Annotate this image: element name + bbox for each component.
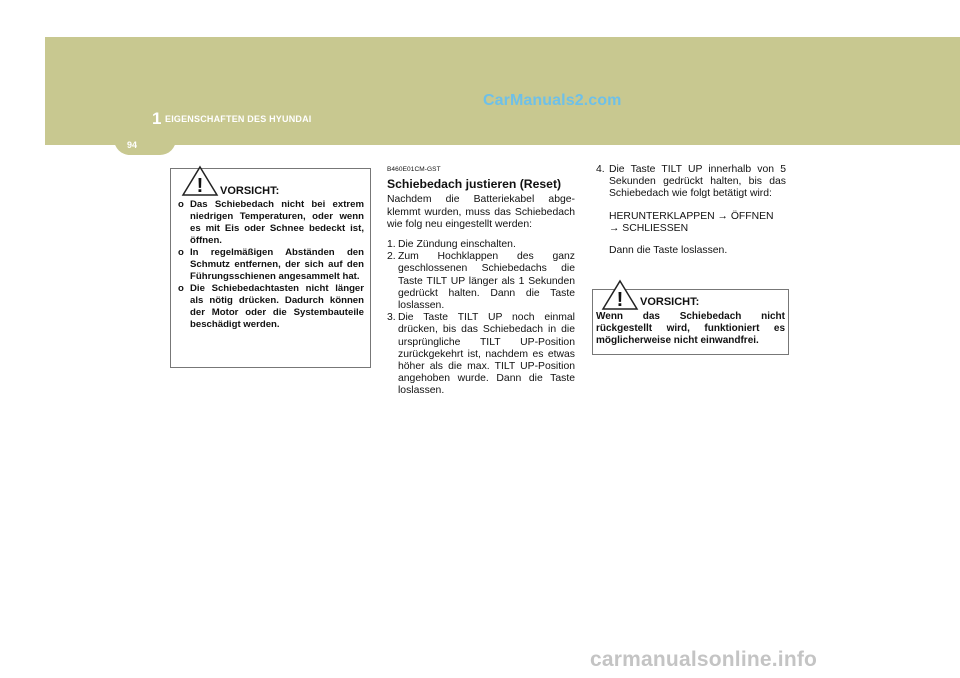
- svg-text:!: !: [196, 175, 204, 197]
- chapter-number: 1: [152, 109, 162, 128]
- step-item: 3. Die Taste TILT UP noch einmal drücken, bis das Schiebedach in die ursprüngliche TILT UP-Position zurückgekehrt ist, nachdem es etwas höher als die max. TILT UP-Position angehoben wurde. Dann die Taste loslassen.: [387, 312, 575, 397]
- warning-triangle-icon: [601, 279, 639, 311]
- right-column: [596, 164, 786, 257]
- step-item: 4. Die Taste TILT UP innerhalb von 5 Sekunden gedrückt halten, bis das Schiebedach wie folgt betätigt wird:: [596, 164, 786, 200]
- operation-sequence: HERUNTERKLAPPEN → ÖFFNEN → SCHLIESSEN: [609, 210, 774, 234]
- bullet-marker: o: [178, 247, 184, 258]
- intro-paragraph: Nachdem die Batteriekabel abge- klemmt wurden, muss das Schiebedach wie folg neu eingestellt werden:: [387, 194, 575, 230]
- caution-text-right: Wenn das Schiebedach nicht rückgestellt wird, funktioniert es möglicherweise nicht einwandfrei.: [596, 311, 785, 347]
- step-item: 2. Zum Hochklappen des ganz geschlossenen Schiebedachs die Taste TILT UP länger als 1 Sekunden gedrückt halten. Dann die Taste loslassen.: [387, 251, 575, 312]
- caution-title-right: VORSICHT:: [640, 296, 700, 308]
- section-code: B460E01CM-GST: [387, 166, 441, 173]
- header-band: [45, 37, 960, 145]
- list-item: o Das Schiebedach nicht bei extrem niedrigen Temperaturen, oder wenn es mit Eis oder Schnee bedeckt ist, öffnen.: [178, 199, 364, 246]
- caution-box-right: [592, 289, 789, 355]
- bottom-watermark[interactable]: carmanualsonline.info: [590, 648, 818, 671]
- bullet-marker: o: [178, 199, 184, 210]
- release-instruction: Dann die Taste loslassen.: [609, 245, 728, 257]
- steps-list-continued: [596, 164, 786, 201]
- middle-column: [387, 164, 575, 398]
- list-item: o Die Schiebedachtasten nicht länger als nötig drücken. Dadurch können der Motor oder die Systembauteile beschädigt werden.: [178, 283, 364, 330]
- page-number: 94: [127, 140, 138, 150]
- step-item: 1. Die Zündung einschalten.: [387, 239, 516, 251]
- caution-title-left: VORSICHT:: [220, 185, 280, 197]
- top-watermark[interactable]: CarManuals2.com: [483, 92, 622, 109]
- section-heading: Schiebedach justieren (Reset): [387, 177, 562, 192]
- warning-triangle-icon: [181, 165, 219, 197]
- list-item: o In regelmäßigen Abständen den Schmutz entfernen, der sich auf den Führungsschienen angesammelt hat.: [178, 247, 364, 282]
- page-number-tab: [114, 135, 176, 155]
- caution-box-left: [170, 168, 371, 368]
- svg-text:!: !: [616, 289, 624, 311]
- chapter-title: EIGENSCHAFTEN DES HYUNDAI: [165, 114, 312, 124]
- caution-list-left: [178, 199, 364, 331]
- bullet-marker: o: [178, 283, 184, 294]
- steps-list: [387, 239, 575, 398]
